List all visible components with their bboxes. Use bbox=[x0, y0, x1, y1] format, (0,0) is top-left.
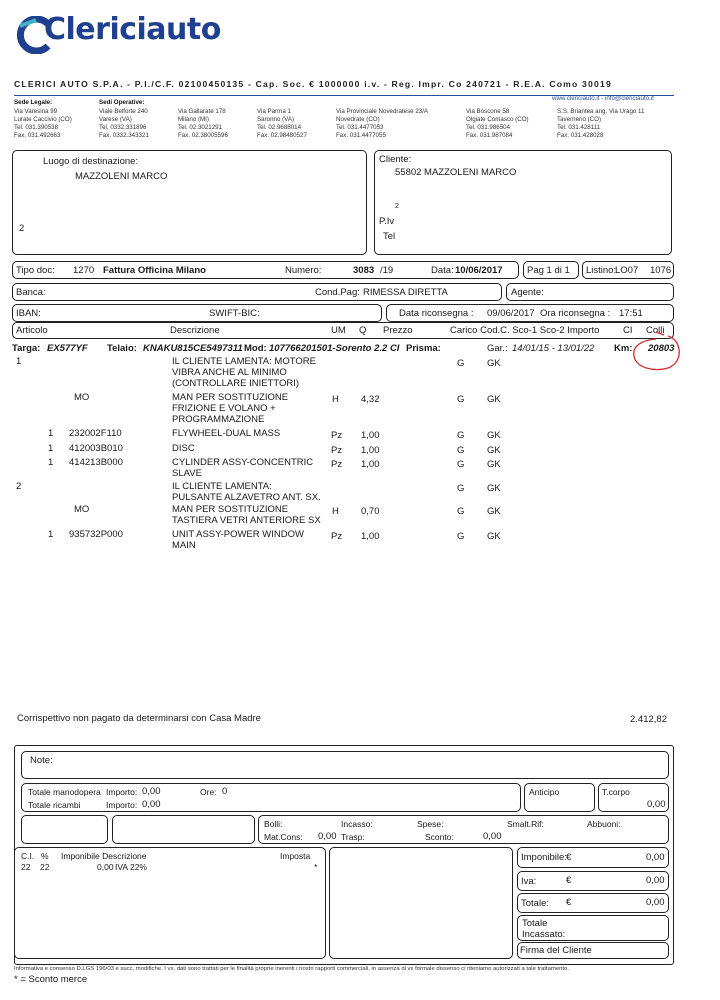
data-label: Data: bbox=[431, 265, 454, 276]
telaio-value: KNAKU815CE5497311 bbox=[143, 343, 243, 354]
col-colli: Colli bbox=[646, 325, 665, 336]
trasp-label: Trasp: bbox=[341, 832, 365, 842]
line-gk: GK bbox=[487, 394, 501, 405]
sede-legale-line: Lurate Caccivio (CO) bbox=[14, 116, 72, 123]
line-um: Pz bbox=[331, 459, 343, 470]
line-q: 1,00 bbox=[361, 445, 380, 456]
line-b: 412003B010 bbox=[69, 443, 123, 454]
mod-value: 107766201501-Sorento 2.2 CI bbox=[269, 343, 400, 354]
note-box bbox=[21, 751, 669, 779]
banca-label: Banca: bbox=[16, 287, 46, 298]
agente-box bbox=[506, 283, 674, 301]
line-desc: UNIT ASSY-POWER WINDOW bbox=[172, 529, 304, 540]
sede-line: Olgiate Comasco (CO) bbox=[466, 116, 529, 123]
imposta-label: Imposta bbox=[280, 851, 311, 861]
line-g: G bbox=[457, 430, 465, 441]
destinazione-num: 2 bbox=[19, 223, 25, 234]
tot-ricambi-label: Totale ricambi bbox=[28, 800, 81, 810]
line-um: Pz bbox=[331, 445, 343, 456]
agente-label: Agente: bbox=[511, 287, 544, 298]
line-q: 4,32 bbox=[361, 394, 380, 405]
incasso-label: Incasso: bbox=[341, 819, 373, 829]
corrispettivo-amount: 2.412,82 bbox=[630, 714, 667, 725]
line-gk: GK bbox=[487, 459, 501, 470]
col-articolo: Articolo bbox=[16, 325, 48, 336]
listino-code: 1076 bbox=[650, 265, 672, 276]
sede-line: Tel. 02.3021291 bbox=[178, 124, 223, 131]
destinazione-label: Luogo di destinazione: bbox=[43, 156, 139, 167]
line-a: 1 bbox=[48, 443, 54, 454]
sede-line: Fax. 031.4477055 bbox=[336, 132, 386, 139]
mod-label: Mod: bbox=[244, 343, 267, 354]
col-q: Q bbox=[359, 325, 367, 336]
sede-line: Varese (VA) bbox=[99, 116, 132, 123]
iban-box bbox=[12, 304, 382, 322]
iva-row-mark: * bbox=[314, 862, 318, 872]
totale-incassato-label: Totale bbox=[522, 918, 548, 929]
line-um: Pz bbox=[331, 531, 343, 542]
line-g: G bbox=[457, 459, 465, 470]
smalt-label: Smalt.Rif: bbox=[507, 819, 544, 829]
sede-legale-title: Sede Legale: bbox=[14, 99, 53, 106]
targa-label: Targa: bbox=[12, 343, 41, 354]
totale-incassato-label: Incassato: bbox=[522, 929, 566, 940]
importo-ric: 0,00 bbox=[142, 799, 161, 810]
line-g: G bbox=[457, 506, 465, 517]
cliente-mark: 2 bbox=[395, 203, 399, 210]
line-g: G bbox=[457, 394, 465, 405]
tcorpo-box bbox=[598, 783, 669, 812]
destinazione-box bbox=[12, 150, 367, 255]
sede-line: Via Gallarate 178 bbox=[178, 108, 226, 115]
line-a: 2 bbox=[16, 481, 22, 492]
numero-label: Numero: bbox=[285, 265, 322, 276]
line-g: G bbox=[457, 483, 465, 494]
line-gk: GK bbox=[487, 358, 501, 369]
data-riconsegna-value: 09/06/2017 bbox=[487, 308, 535, 319]
line-b: MO bbox=[74, 392, 90, 403]
sedi-operative-title: Sedi Operative: bbox=[99, 99, 145, 106]
km-label: Km: bbox=[614, 343, 633, 354]
blank-box-2 bbox=[112, 815, 255, 844]
matcons-value: 0,00 bbox=[318, 831, 337, 842]
importo-label: Importo: bbox=[106, 800, 138, 810]
sconto-merce-note: * = Sconto merce bbox=[14, 974, 88, 985]
listino-box bbox=[582, 261, 674, 279]
col-ci: CI bbox=[623, 325, 633, 336]
line-a: 1 bbox=[48, 428, 54, 439]
tipo-doc-desc: Fattura Officina Milano bbox=[103, 265, 206, 276]
company-web: www.clericiauto.it - info@clericiauto.it bbox=[552, 95, 654, 102]
line-b: MO bbox=[74, 504, 90, 515]
logo-text: Clericiauto bbox=[44, 12, 221, 47]
ora-riconsegna-value: 17:51 bbox=[619, 308, 643, 319]
tipo-doc-code: 1270 bbox=[73, 265, 95, 276]
spese-box bbox=[258, 815, 669, 844]
sede-line: Novedrate (CO) bbox=[336, 116, 380, 123]
line-g: G bbox=[457, 445, 465, 456]
line-q: 0,70 bbox=[361, 506, 380, 517]
line-g: G bbox=[457, 531, 465, 542]
ore-label: Ore: bbox=[200, 787, 217, 797]
tot-manodopera-label: Totale manodopera bbox=[28, 787, 101, 797]
sconto-label: Sconto: bbox=[425, 832, 454, 842]
banca-box bbox=[12, 283, 502, 301]
line-gk: GK bbox=[487, 483, 501, 494]
note-label: Note: bbox=[30, 755, 53, 766]
iva-row-pct: 22 bbox=[40, 862, 50, 872]
listino-label: Listino: bbox=[586, 265, 617, 276]
line-um: Pz bbox=[331, 430, 343, 441]
columns-header bbox=[12, 322, 674, 339]
totali-box bbox=[21, 783, 521, 812]
numero-suffix: /19 bbox=[380, 265, 394, 276]
line-a: 1 bbox=[48, 529, 54, 540]
swift-label: SWIFT-BIC: bbox=[209, 308, 260, 319]
totale-value: 0,00 bbox=[646, 897, 665, 908]
tipo-doc-box bbox=[12, 261, 519, 279]
line-desc: MAIN bbox=[172, 540, 196, 551]
line-desc: TASTIERA VETRI ANTERIORE SX bbox=[172, 515, 321, 526]
col-prezzo: Prezzo bbox=[383, 325, 413, 336]
tcorpo-value: 0,00 bbox=[647, 799, 666, 810]
euro-symbol: € bbox=[566, 852, 572, 863]
cliente-name: 55802 MAZZOLENI MARCO bbox=[395, 167, 517, 178]
line-desc: DISC bbox=[172, 443, 195, 454]
listino-value: LO07 bbox=[615, 265, 639, 276]
sede-line: Fax. 031.987084 bbox=[466, 132, 513, 139]
iban-label: IBAN: bbox=[16, 308, 41, 319]
sconto-value: 0,00 bbox=[483, 831, 502, 842]
sede-line: Fax. 02.38005596 bbox=[178, 132, 228, 139]
sede-legale-line: Tel. 031.390538 bbox=[14, 124, 59, 131]
firma-label: Firma del Cliente bbox=[520, 945, 592, 956]
cliente-tel: Tel bbox=[383, 231, 396, 242]
imponibile-desc-label: Imponibile Descrizione bbox=[61, 851, 147, 861]
line-um: H bbox=[332, 394, 339, 405]
anticipo-label: Anticipo bbox=[529, 787, 560, 797]
totale-label: Totale: bbox=[521, 898, 549, 909]
corrispettivo-label: Corrispettivo non pagato da determinarsi con Casa Madre bbox=[17, 713, 261, 724]
pag-value: Pag 1 di 1 bbox=[527, 265, 570, 276]
col-um: UM bbox=[331, 325, 346, 336]
line-desc: FRIZIONE E VOLANO + bbox=[172, 403, 276, 414]
line-desc: IL CLIENTE LAMENTA: bbox=[172, 481, 272, 492]
sede-line: Tavernerio (CO) bbox=[557, 116, 602, 123]
line-desc: (CONTROLLARE INIETTORI) bbox=[172, 378, 300, 389]
destinazione-name: MAZZOLENI MARCO bbox=[75, 171, 168, 182]
line-gk: GK bbox=[487, 506, 501, 517]
line-g: G bbox=[457, 358, 465, 369]
col-rest: Carico Cod.C. Sco-1 Sco-2 Importo bbox=[450, 325, 600, 336]
sede-legale-line: Fax. 031.492663 bbox=[14, 132, 61, 139]
iva-total-box bbox=[517, 871, 669, 891]
line-desc: PULSANTE ALZAVETRO ANT. SX. bbox=[172, 492, 321, 503]
numero-value: 3083 bbox=[353, 265, 375, 276]
spese-label: Spese: bbox=[417, 819, 444, 829]
tipo-doc-label: Tipo doc: bbox=[16, 265, 55, 276]
line-desc: PROGRAMMAZIONE bbox=[172, 414, 265, 425]
sede-line: Viale Belforte 240 bbox=[99, 108, 148, 115]
abbuoni-label: Abbuoni: bbox=[587, 819, 621, 829]
firma-box bbox=[517, 942, 669, 959]
km-value: 20803 bbox=[648, 343, 675, 354]
line-desc: MAN PER SOSTITUZIONE bbox=[172, 392, 289, 403]
sede-line: Via Boscone 58 bbox=[466, 108, 510, 115]
cond-pag-value: RIMESSA DIRETTA bbox=[363, 287, 448, 298]
line-desc: MAN PER SOSTITUZIONE bbox=[172, 504, 289, 515]
gar-label: Gar.: bbox=[487, 343, 508, 354]
col-descrizione: Descrizione bbox=[170, 325, 220, 336]
blank-box-1 bbox=[21, 815, 108, 844]
iva-value: 0,00 bbox=[646, 875, 665, 886]
iva-box bbox=[14, 847, 326, 959]
matcons-label: Mat.Cons: bbox=[264, 832, 303, 842]
iva-row-imp: 0,00 bbox=[97, 862, 114, 872]
privacy-note: Informativa e consenso D.LGS 196/03 e succ. modifiche. I vs. dati sono trattati per le finalità proprie inerenti i nostri rapporti commerciali, in assenza di vs formale dissenso ci riteniamo autorizzati a tale trattamento. bbox=[14, 966, 569, 972]
euro-symbol: € bbox=[566, 875, 572, 886]
cliente-label: Cliente: bbox=[379, 154, 412, 165]
line-b: 935732P000 bbox=[69, 529, 123, 540]
iva-row-ci: 22 bbox=[21, 862, 31, 872]
imponibile-value: 0,00 bbox=[646, 852, 665, 863]
sede-line: Via Provinciale Novedratese 23/A bbox=[336, 108, 429, 115]
sede-line: Fax. 031.428028 bbox=[557, 132, 604, 139]
sede-line: S.S. Briantea ang. Via Urago 11 bbox=[557, 108, 645, 115]
sede-line: Fax. 0332.343321 bbox=[99, 132, 149, 139]
telaio-label: Telaio: bbox=[107, 343, 137, 354]
sede-line: Fax. 02.98480527 bbox=[257, 132, 307, 139]
line-gk: GK bbox=[487, 531, 501, 542]
anticipo-box bbox=[524, 783, 595, 812]
sede-line: Tel. 0332.331896 bbox=[99, 124, 147, 131]
pag-box bbox=[523, 261, 579, 279]
sede-line: Tel. 031.986504 bbox=[466, 124, 511, 131]
line-gk: GK bbox=[487, 445, 501, 456]
prisma-label: Prisma: bbox=[406, 343, 441, 354]
vehicle-row bbox=[12, 343, 684, 355]
sede-line: Saronno (VA) bbox=[257, 116, 295, 123]
cond-pag-label: Cond.Pag: bbox=[315, 287, 360, 298]
line-a: 1 bbox=[16, 356, 22, 367]
euro-symbol: € bbox=[566, 897, 572, 908]
legal-line: CLERICI AUTO S.P.A. - P.I./C.F. 02100450135 - Cap. Soc. € 1000000 i.v. - Reg. Impr. Co 240721 - R.E.A. Como 30019 bbox=[14, 79, 612, 89]
importo-mano: 0,00 bbox=[142, 786, 161, 797]
line-desc: FLYWHEEL-DUAL MASS bbox=[172, 428, 281, 439]
line-b: 232002F110 bbox=[69, 428, 122, 439]
line-b: 414213B000 bbox=[69, 457, 123, 468]
totale-incassato-box bbox=[517, 915, 669, 941]
km-annotation-circle bbox=[628, 330, 684, 374]
bolli-label: Bolli: bbox=[264, 819, 283, 829]
line-desc: VIBRA ANCHE AL MINIMO bbox=[172, 367, 287, 378]
line-a: 1 bbox=[48, 457, 54, 468]
line-um: H bbox=[332, 506, 339, 517]
iva-label: Iva: bbox=[521, 876, 537, 887]
importo-label: Importo: bbox=[106, 787, 138, 797]
sede-line: Via Parma 1 bbox=[257, 108, 291, 115]
line-desc: CYLINDER ASSY-CONCENTRIC bbox=[172, 457, 314, 468]
line-gk: GK bbox=[487, 430, 501, 441]
line-q: 1,00 bbox=[361, 430, 380, 441]
blank-box-3 bbox=[329, 847, 513, 959]
ora-riconsegna-label: Ora riconsegna : bbox=[540, 308, 611, 319]
imponibile-label: Imponibile: bbox=[521, 852, 567, 863]
data-riconsegna-label: Data riconsegna : bbox=[399, 308, 474, 319]
totale-box bbox=[517, 893, 669, 913]
tcorpo-label: T.corpo bbox=[602, 787, 630, 797]
line-q: 1,00 bbox=[361, 459, 380, 470]
sede-line: Tel. 02.9688014 bbox=[257, 124, 302, 131]
sede-line: Tel. 031.428111 bbox=[557, 124, 601, 131]
data-value: 10/06/2017 bbox=[455, 265, 503, 276]
riconsegna-box bbox=[386, 304, 674, 322]
line-desc: SLAVE bbox=[172, 468, 202, 479]
pct-label: % bbox=[41, 851, 49, 861]
cliente-box bbox=[374, 150, 672, 255]
sede-legale-line: Via Varesina 99 bbox=[14, 108, 58, 115]
gar-value: 14/01/15 - 13/01/22 bbox=[512, 343, 595, 354]
line-desc: IL CLIENTE LAMENTA: MOTORE bbox=[172, 356, 316, 367]
ore-value: 0 bbox=[222, 786, 228, 797]
cliente-piva: P.Iv bbox=[379, 216, 395, 227]
targa-value: EX577YF bbox=[47, 343, 88, 354]
sede-line: Milano (MI) bbox=[178, 116, 209, 123]
ci-label: C.I. bbox=[21, 851, 35, 861]
sede-line: Tel. 031.4477053 bbox=[336, 124, 384, 131]
iva-row-desc: IVA 22% bbox=[115, 862, 147, 872]
imponibile-box bbox=[517, 847, 669, 868]
line-q: 1,00 bbox=[361, 531, 380, 542]
